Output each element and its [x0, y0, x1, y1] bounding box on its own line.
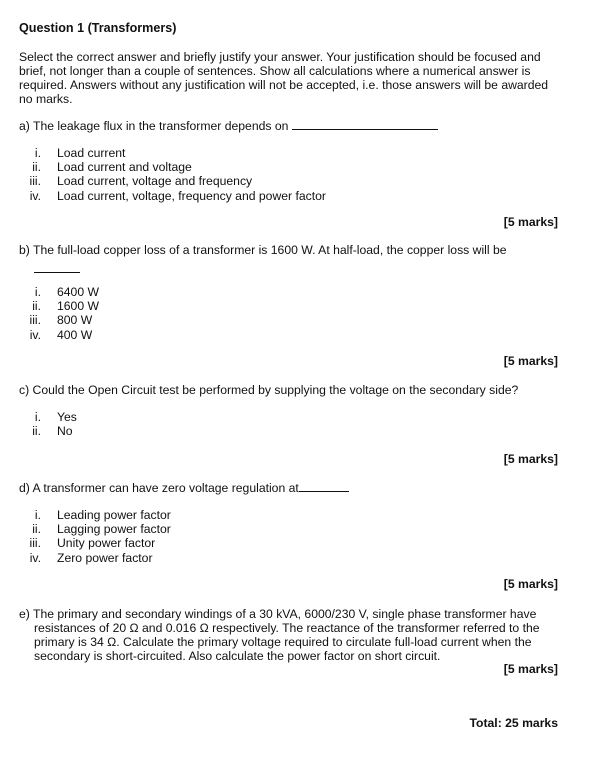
answer-blank: [299, 482, 349, 492]
option-text: Load current, voltage, frequency and power factor: [57, 188, 326, 203]
option: [19, 536, 171, 550]
option-text: 6400 W: [57, 285, 100, 299]
option-text: 1600 W: [57, 299, 100, 314]
option-number: i.: [34, 508, 41, 522]
option-text: 400 W: [57, 327, 93, 342]
question-e-marks: [5 marks]: [503, 662, 558, 676]
question-a-text: a) The leakage flux in the transformer depends on: [19, 119, 289, 133]
option: [19, 328, 99, 342]
question-c-prompt: c) Could the Open Circuit test be performed by supplying the voltage on the secondary side?: [19, 383, 519, 397]
instructions-paragraph: Select the correct answer and briefly justify your answer. Your justification should be focused and brief, not longer than a couple of sentences. Show all calculations where a numerical answer is required. Answers without any justification will not be accepted, i.e. those answers will be awarded no marks.: [19, 50, 549, 106]
question-b-options: [19, 285, 99, 342]
question-b-marks: [5 marks]: [503, 354, 558, 368]
option: [19, 313, 99, 327]
total-marks: Total: 25 marks: [469, 716, 558, 730]
option-text: 800 W: [57, 313, 93, 328]
option-text: Load current: [57, 146, 126, 160]
question-d-prompt: [19, 481, 349, 495]
option-text: Yes: [57, 410, 77, 424]
option-number: iv.: [29, 188, 41, 203]
question-d-options: [19, 508, 171, 565]
option-text: Lagging power factor: [57, 522, 171, 537]
question-e-body: resistances of 20 Ω and 0.016 Ω respectively. The reactance of the transformer referred to the primary is 34 Ω. Calculate the primary voltage required to circulate full-load current when the secondary is short-circuited. Also calculate the power factor on short circuit.: [34, 621, 540, 663]
option: [19, 174, 326, 188]
answer-blank: [34, 263, 80, 273]
option-number: i.: [34, 285, 41, 299]
question-d-text: d) A transformer can have zero voltage regulation at: [19, 481, 299, 495]
option: [19, 410, 77, 424]
question-a-options: [19, 146, 326, 203]
question-b-blank: [34, 262, 80, 276]
option-number: i.: [34, 146, 41, 160]
option-number: ii.: [32, 299, 41, 314]
option-number: i.: [34, 410, 41, 424]
option-text: Unity power factor: [57, 536, 156, 551]
option-number: iv.: [29, 327, 41, 342]
option-number: ii.: [32, 160, 41, 175]
option-text: Load current, voltage and frequency: [57, 174, 253, 189]
question-c-options: [19, 410, 77, 438]
question-b-prompt: b) The full-load copper loss of a transformer is 1600 W. At half-load, the copper loss will be: [19, 243, 507, 257]
question-c-marks: [5 marks]: [503, 452, 558, 466]
option-number: iii.: [29, 174, 41, 189]
question-d-marks: [5 marks]: [503, 577, 558, 591]
option: [19, 189, 326, 203]
option-number: iii.: [29, 313, 41, 328]
question-title: Question 1 (Transformers): [19, 21, 177, 35]
option: [19, 424, 77, 438]
option: [19, 160, 326, 174]
option-number: iv.: [29, 550, 41, 565]
option-number: ii.: [32, 522, 41, 537]
option: [19, 146, 326, 160]
answer-blank: [292, 120, 438, 130]
question-e-first-line: e) The primary and secondary windings of a 30 kVA, 6000/230 V, single phase transformer have: [19, 607, 537, 621]
option-number: ii.: [32, 424, 41, 439]
option-text: Load current and voltage: [57, 160, 192, 175]
option: [19, 508, 171, 522]
question-a-prompt: [19, 119, 438, 133]
option: [19, 299, 99, 313]
option-text: Leading power factor: [57, 508, 171, 522]
question-e-prompt: [19, 607, 564, 663]
option-text: No: [57, 424, 73, 439]
option-number: iii.: [29, 536, 41, 551]
option-text: Zero power factor: [57, 550, 153, 565]
option: [19, 522, 171, 536]
question-a-marks: [5 marks]: [503, 215, 558, 229]
option: [19, 551, 171, 565]
option: [19, 285, 99, 299]
